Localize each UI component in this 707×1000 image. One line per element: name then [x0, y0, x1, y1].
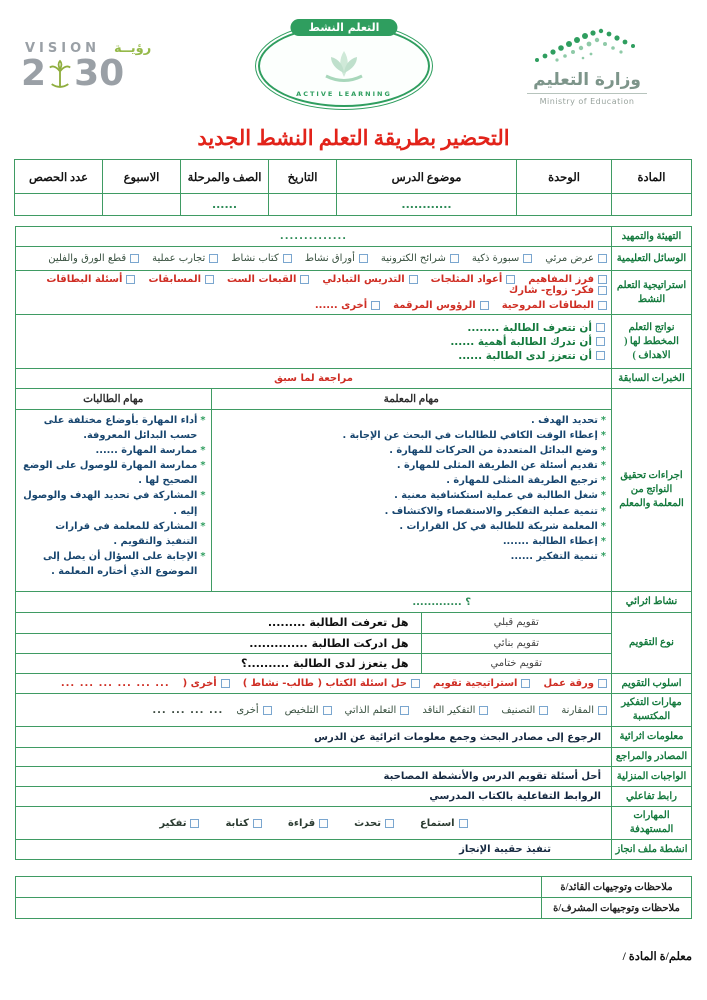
checkbox-label: التدريس التبادلي [322, 274, 405, 285]
task-item [217, 488, 607, 503]
interactive-link-value: الروابط التفاعلية بالكتاب المدرسي [16, 787, 612, 807]
asterisk-bullet: * [200, 551, 206, 563]
asterisk-bullet: * [200, 490, 206, 502]
asterisk-bullet: * [600, 414, 606, 426]
vision-year-left: 2 [21, 52, 47, 94]
checkbox-item [152, 253, 218, 264]
row-target-skills [16, 807, 692, 840]
task-text: تحديد الهدف . [531, 414, 598, 426]
evaluation-method-label: اسلوب التقويم [612, 674, 692, 694]
checkbox-item [288, 818, 328, 829]
checkbox-label: استماع [419, 817, 455, 829]
task-text: المشاركة للمعلمة في قرارات التنفيذ والتقويم . [55, 520, 198, 547]
task-item [217, 413, 607, 428]
task-text: تنمية عملية التفكير والاستقصاء والاكتشاف . [384, 505, 598, 517]
active-learning-logo [249, 21, 439, 107]
task-item [21, 413, 206, 443]
checkbox-label: البطاقات المروحية [501, 300, 594, 311]
lesson-info-table [14, 159, 692, 216]
eval-row-pre [16, 613, 611, 633]
task-item [217, 428, 607, 443]
checkbox[interactable] [263, 706, 272, 715]
checkbox[interactable] [283, 254, 292, 263]
checkbox-item [231, 253, 291, 264]
checkbox[interactable] [300, 275, 309, 284]
checkbox-label: التعلم الذاتي [344, 704, 397, 716]
row-evaluation-method [16, 674, 692, 694]
checkbox-item [381, 253, 459, 264]
task-text: تنمية التفكير ...... [510, 551, 598, 563]
procedures-table [16, 389, 611, 591]
row-homework [16, 767, 692, 787]
task-text: إعطاء الوقت الكافي للطالبات في البحث عن الإجابة . [342, 429, 598, 441]
checkbox-label: التصنيف [501, 704, 536, 716]
checkbox-item [393, 300, 489, 311]
lesson-topic-value: ............ [337, 194, 517, 216]
vision-year-right: 30 [74, 52, 125, 94]
homework-value: أحل أسئلة تقويم الدرس والأنشطة المصاحبة [16, 767, 612, 787]
row-references [16, 748, 692, 767]
checkbox-item [561, 705, 607, 716]
checkbox-label: كتابة [225, 817, 249, 829]
unit-value [517, 194, 612, 216]
teacher-tasks-header: مهام المعلمة [211, 389, 611, 409]
warmup-value: .............. [16, 227, 612, 247]
checkbox-item [48, 253, 139, 264]
asterisk-bullet: * [200, 414, 206, 426]
student-tasks-header: مهام الطالبات [16, 389, 211, 409]
checkbox-label: أسئلة البطاقات [46, 274, 123, 285]
strategy-line-1 [16, 272, 611, 298]
checkbox[interactable] [205, 275, 214, 284]
checkbox-label: التفكير الناقد [422, 704, 476, 716]
task-item [217, 473, 607, 488]
leader-notes-row [16, 877, 692, 898]
checkbox-label: استراتيجية تقويم [432, 678, 518, 689]
checkbox[interactable] [126, 275, 135, 284]
checkbox-item [236, 705, 271, 716]
checkbox[interactable] [479, 706, 488, 715]
enrichment-info-value: الرجوع إلى مصادر البحث وجمع معلومات اثرائية عن الدرس [16, 727, 612, 748]
checkbox[interactable] [598, 706, 607, 715]
thinking-skills-items [223, 705, 607, 716]
checkbox-item [22, 322, 605, 334]
task-text: شغل الطالبة في عملية استكشافية معنية . [394, 490, 598, 502]
checkbox-item [543, 678, 607, 689]
vision-arabic-label: رؤيــة [114, 40, 152, 56]
task-item [21, 488, 206, 518]
checkbox-label: أن تتعرف الطالبة ........ [467, 321, 592, 334]
ministry-name-english: Ministry of Education [539, 97, 635, 106]
checkbox[interactable] [596, 351, 605, 360]
checkbox-label: المسابقات [148, 274, 202, 285]
task-item [21, 519, 206, 549]
learning-outcomes-items [16, 317, 611, 367]
checkbox-label: تفكير [159, 817, 187, 829]
evaluation-type-label: نوع التقويم [612, 613, 692, 674]
ministry-divider [527, 93, 647, 94]
col-grade-stage: الصف والمرحلة [181, 160, 269, 194]
checkbox-label: فرز المفاهيم [528, 274, 594, 285]
checkbox-item [159, 818, 199, 829]
asterisk-bullet: * [200, 520, 206, 532]
task-text: ممارسة المهارة للوصول على الوضع الصحيح لها . [23, 460, 198, 487]
task-text: إعطاء الطالبة ....... [502, 535, 598, 547]
checkbox-item [422, 705, 488, 716]
row-thinking-skills [16, 694, 692, 727]
checkbox-item [322, 274, 417, 285]
checkbox-item [22, 336, 605, 348]
checkbox-label: أعواد المثلجات [430, 274, 503, 285]
asterisk-bullet: * [600, 490, 606, 502]
task-item [217, 549, 607, 564]
row-warmup [16, 227, 692, 247]
row-learning-outcomes [16, 315, 692, 369]
checkbox-item [502, 300, 607, 311]
row-procedures [16, 389, 692, 592]
supervisor-notes-row [16, 898, 692, 919]
info-header-row [15, 160, 692, 194]
target-skills-label: المهارات المستهدفة [612, 807, 692, 840]
strategy-label: استراتيجية التعلم النشط [612, 271, 692, 315]
learning-outcomes-label: نواتج التعلم المخطط لها ( الاهداف ) [612, 315, 692, 369]
checkbox-label: فكر- زواج- شارك [509, 285, 594, 296]
target-skills-items [16, 816, 611, 831]
asterisk-bullet: * [600, 475, 606, 487]
checkbox[interactable] [409, 275, 418, 284]
enrichment-activity-label: نشاط اثرائي [612, 592, 692, 613]
teacher-signature-label: معلم/ة المادة / [622, 951, 692, 963]
thinking-skills-label: مهارات التفكير المكتسبة [612, 694, 692, 727]
eval-row-summative [16, 653, 611, 673]
checkbox-item [183, 678, 230, 689]
row-enrichment-activity [16, 592, 692, 613]
checkbox-item [22, 350, 605, 362]
previous-experience-label: الخبرات السابقة [612, 369, 692, 389]
references-value [16, 748, 612, 767]
references-label: المصادر والمراجع [612, 748, 692, 767]
row-strategy [16, 271, 692, 315]
enrichment-activity-value: ؟ ............. [16, 592, 612, 613]
teaching-aids-label: الوسائل التعليمية [612, 247, 692, 271]
header [15, 10, 692, 122]
col-unit: الوحدة [517, 160, 612, 194]
checkbox-item [46, 274, 135, 285]
week-value [103, 194, 181, 216]
leader-notes-field [16, 877, 542, 898]
checkbox[interactable] [253, 819, 262, 828]
checkbox[interactable] [480, 301, 489, 310]
ministry-name-arabic: وزارة التعليم [533, 70, 641, 90]
task-text: الإجابة على السؤال أن يصل إلى الموضوع الذي أختاره المعلمة . [42, 551, 198, 578]
enrichment-info-label: معلومات اثرائية [612, 727, 692, 748]
col-subject: المادة [612, 160, 692, 194]
checkbox-label: أن تتعزز لدى الطالبة ...... [458, 349, 592, 362]
ministry-dots-emblem-icon [529, 26, 645, 68]
checkbox-label: قراءة [287, 817, 316, 829]
interactive-link-label: رابط تفاعلي [612, 787, 692, 807]
checkbox-label: كتاب نشاط [231, 253, 279, 264]
task-text: تقديم أسئلة عن الطريقة المثلى للمهارة . [396, 460, 598, 472]
checkbox[interactable] [221, 679, 230, 688]
checkbox[interactable] [598, 254, 607, 263]
checkbox[interactable] [400, 706, 409, 715]
eval-kind-pre: تقويم قبلي [421, 613, 611, 633]
checkbox-item [148, 274, 214, 285]
checkbox[interactable] [506, 275, 515, 284]
leader-notes-label: ملاحظات وتوجيهات القائد/ة [542, 877, 692, 898]
checkbox-label: تحدث [354, 817, 381, 829]
checkbox-item [431, 274, 516, 285]
checkbox[interactable] [319, 819, 328, 828]
procedures-label: اجراءات تحقيق النواتج من المعلمة والمعلم [612, 389, 692, 592]
checkbox-item [243, 678, 420, 689]
evaluation-method-dots: ... ... ... ... ... ... [60, 678, 170, 689]
task-text: المشاركة في تحديد الهدف والوصول إليه . [23, 490, 198, 517]
checkbox-label: التلخيص [284, 704, 319, 716]
date-value [269, 194, 337, 216]
checkbox-item [528, 274, 607, 285]
supervisor-notes-field [16, 898, 542, 919]
checkbox[interactable] [598, 286, 607, 295]
asterisk-bullet: * [600, 520, 606, 532]
checkbox[interactable] [411, 679, 420, 688]
asterisk-bullet: * [600, 535, 606, 547]
checkbox[interactable] [385, 819, 394, 828]
page-title: التحضير بطريقة التعلم النشط الجديد [197, 126, 510, 150]
task-item [217, 534, 607, 549]
eval-question-formative: هل ادركت الطالبة .............. [16, 633, 421, 653]
asterisk-bullet: * [600, 460, 606, 472]
checkbox-label: الرؤوس المرقمة [393, 300, 476, 311]
asterisk-bullet: * [600, 444, 606, 456]
checkbox-item [285, 705, 332, 716]
notes-table [15, 876, 692, 919]
row-enrichment-info [16, 727, 692, 748]
subject-value [612, 194, 692, 216]
portfolio-label: انشطة ملف انجاز [612, 840, 692, 860]
row-portfolio [16, 840, 692, 860]
checkbox-label: ورقة عمل [543, 678, 594, 689]
lesson-plan-table [15, 226, 692, 860]
class-count-value [15, 194, 103, 216]
checkbox-item [227, 274, 309, 285]
row-interactive-link [16, 787, 692, 807]
checkbox-label: أخرى ...... [314, 300, 368, 311]
active-learning-oval [258, 21, 430, 107]
thinking-skills-dots: ... ... ... ... [152, 704, 224, 716]
strategy-line-2 [16, 298, 611, 313]
task-text: وضع البدائل المتعددة من الحركات للمهارة . [389, 444, 598, 456]
checkbox-item [354, 818, 394, 829]
student-tasks-list [16, 410, 211, 583]
plant-hands-icon [317, 49, 371, 83]
checkbox-item [420, 818, 468, 829]
checkbox[interactable] [190, 819, 199, 828]
task-item [217, 504, 607, 519]
col-date: التاريخ [269, 160, 337, 194]
checkbox-label: تجارب عملية [152, 253, 206, 264]
checkbox[interactable] [598, 679, 607, 688]
checkbox[interactable] [130, 254, 139, 263]
evaluation-method-items [170, 678, 607, 689]
checkbox-item [345, 705, 410, 716]
vision-2030-logo [21, 41, 196, 92]
task-text: أداء المهارة بأوضاع مختلفة على حسب البدائل المعروفة. [43, 414, 198, 441]
checkbox[interactable] [459, 819, 468, 828]
task-item [21, 549, 206, 579]
warmup-label: التهيئة والتمهيد [612, 227, 692, 247]
grade-stage-value: ...... [181, 194, 269, 216]
active-learning-arc-text: ACTIVE LEARNING [296, 90, 392, 98]
checkbox-item [472, 253, 532, 264]
row-teaching-aids [16, 247, 692, 271]
checkbox[interactable] [359, 254, 368, 263]
checkbox-label: أن تدرك الطالبة أهمية ...... [450, 335, 592, 348]
task-item [217, 443, 607, 458]
checkbox-label: عرض مرئي [545, 253, 594, 264]
checkbox[interactable] [209, 254, 218, 263]
teacher-tasks-list [212, 410, 612, 568]
info-value-row [15, 194, 692, 216]
asterisk-bullet: * [600, 551, 606, 563]
col-class-count: عدد الحصص [15, 160, 103, 194]
checkbox-label: أخرى ( [182, 678, 217, 689]
checkbox-label: سبورة ذكية [471, 253, 520, 264]
vision-year [21, 52, 125, 94]
eval-question-summative: هل يتعزز لدى الطالبة ..........؟ [16, 653, 421, 673]
checkbox-label: قطع الورق والفلين [48, 253, 127, 264]
asterisk-bullet: * [600, 505, 606, 517]
task-text: ترجيع الطريقة المثلى للمهارة . [446, 475, 598, 487]
previous-experience-value: مراجعة لما سبق [16, 369, 612, 389]
row-previous-experience [16, 369, 692, 389]
asterisk-bullet: * [200, 444, 206, 456]
eval-question-pre: هل تعرفت الطالبة ......... [16, 613, 421, 633]
supervisor-notes-label: ملاحظات وتوجيهات المشرف/ة [542, 898, 692, 919]
task-text: المعلمة شريكة للطالبة في كل القرارات . [399, 520, 598, 532]
evaluation-type-table [16, 613, 611, 673]
row-evaluation-type [16, 613, 692, 674]
asterisk-bullet: * [600, 429, 606, 441]
checkbox-item [315, 300, 380, 311]
checkbox-label: أوراق نشاط [304, 253, 355, 264]
checkbox[interactable] [323, 706, 332, 715]
checkbox[interactable] [371, 301, 380, 310]
ministry-of-education-logo [492, 26, 682, 106]
checkbox[interactable] [598, 275, 607, 284]
checkbox-label: المقارنة [561, 704, 594, 716]
checkbox-item [509, 285, 607, 296]
saudi-palm-emblem-icon [48, 59, 72, 89]
checkbox[interactable] [539, 706, 548, 715]
portfolio-value: تنفيذ حقيبة الإنجاز [16, 840, 612, 860]
col-lesson-topic: موضوع الدرس [337, 160, 517, 194]
checkbox[interactable] [596, 337, 605, 346]
checkbox-label: أخرى [236, 704, 259, 716]
checkbox[interactable] [598, 301, 607, 310]
checkbox-item [433, 678, 530, 689]
eval-row-formative [16, 633, 611, 653]
task-item [217, 458, 607, 473]
checkbox-item [225, 818, 261, 829]
checkbox[interactable] [521, 679, 530, 688]
checkbox[interactable] [596, 323, 605, 332]
checkbox-label: حل اسئلة الكتاب ( طالب- نشاط ) [242, 678, 407, 689]
vision-english-label: VISION [25, 40, 101, 56]
teaching-aids-items [16, 251, 611, 266]
eval-kind-summative: تقويم ختامي [421, 653, 611, 673]
checkbox-item [501, 705, 548, 716]
checkbox[interactable] [523, 254, 532, 263]
asterisk-bullet: * [200, 460, 206, 472]
task-item [217, 519, 607, 534]
task-item [21, 443, 206, 458]
checkbox-label: شرائح الكترونية [380, 253, 446, 264]
active-learning-banner: التعلم النشط [291, 19, 398, 36]
eval-kind-formative: تقويم بنائي [421, 633, 611, 653]
checkbox-item [545, 253, 607, 264]
checkbox-label: القبعات الست [227, 274, 297, 285]
task-text: ممارسة المهارة ...... [95, 444, 198, 456]
task-item [21, 458, 206, 488]
col-week: الاسبوع [103, 160, 181, 194]
homework-label: الواجبات المنزلية [612, 767, 692, 787]
checkbox[interactable] [450, 254, 459, 263]
checkbox-item [305, 253, 368, 264]
